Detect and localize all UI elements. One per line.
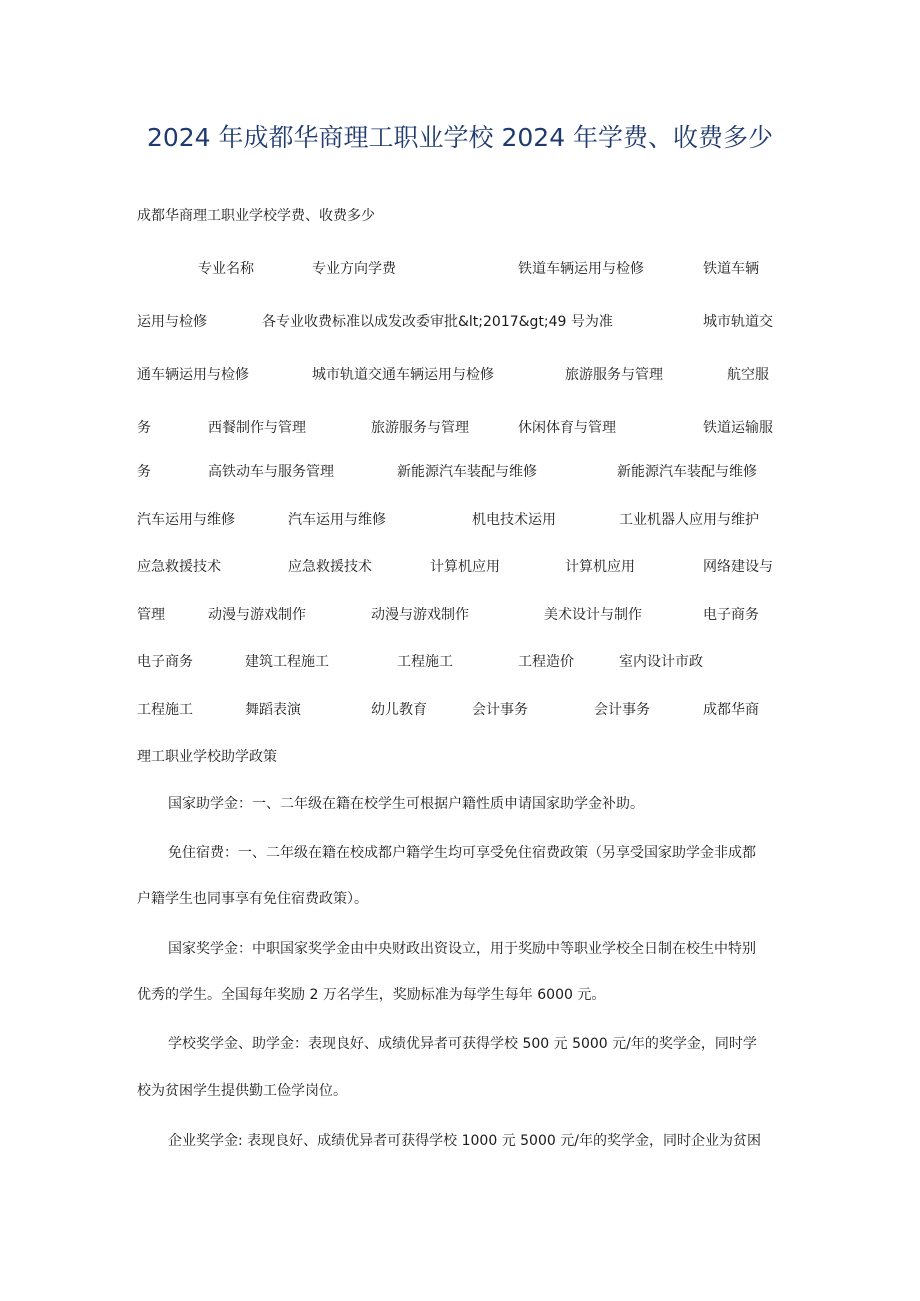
table-row	[0, 556, 920, 578]
table-cell: 工程施工	[397, 654, 453, 670]
table-row	[0, 604, 920, 626]
paragraph-line: 国家奖学金：中职国家奖学金由中央财政出资设立，用于奖励中等职业学校全日制在校生中特别	[168, 941, 756, 957]
table-cell: 运用与检修	[137, 314, 207, 330]
table-row	[0, 461, 920, 483]
table-cell: 汽车运用与维修	[137, 512, 235, 528]
table-row	[0, 699, 920, 721]
paragraph-line: 免住宿费：一、二年级在籍在校成都户籍学生均可享受免住宿费政策（另享受国家助学金非成都	[168, 845, 756, 861]
table-cell: 会计事务	[472, 702, 528, 718]
table-cell: 动漫与游戏制作	[208, 607, 306, 623]
table-cell: 网络建设与	[703, 559, 773, 575]
table-cell: 旅游服务与管理	[371, 420, 469, 436]
table-cell: 新能源汽车装配与维修	[397, 464, 537, 480]
table-cell: 美术设计与制作	[544, 607, 642, 623]
table-row	[0, 651, 920, 673]
table-row	[0, 417, 920, 439]
table-cell: 通车辆运用与检修	[137, 367, 249, 383]
paragraph-line: 学校奖学金、助学金：表现良好、成绩优异者可获得学校 500 元 5000 元/年的奖学金，同时学	[168, 1036, 757, 1052]
table-cell: 汽车运用与维修	[288, 512, 386, 528]
table-cell: 务	[137, 420, 151, 436]
paragraph-line: 校为贫困学生提供勤工俭学岗位。	[137, 1083, 347, 1099]
table-cell: 幼儿教育	[371, 702, 427, 718]
table-cell: 城市轨道交通车辆运用与检修	[312, 367, 494, 383]
table-cell: 建筑工程施工	[245, 654, 329, 670]
table-row	[0, 258, 920, 280]
table-cell: 工业机器人应用与维护	[619, 512, 759, 528]
table-cell: 计算机应用	[430, 559, 500, 575]
table-cell: 应急救援技术	[288, 559, 372, 575]
table-cell: 铁道运输服	[703, 420, 773, 436]
document-title: 2024 年成都华商理工职业学校 2024 年学费、收费多少	[146, 123, 774, 152]
table-cell: 务	[137, 464, 151, 480]
table-cell: 专业名称	[198, 261, 254, 277]
table-cell: 电子商务	[703, 607, 759, 623]
table-row	[0, 509, 920, 531]
table-cell: 电子商务	[137, 654, 193, 670]
table-cell: 室内设计市政	[619, 654, 703, 670]
table-cell: 旅游服务与管理	[565, 367, 663, 383]
table-cell: 成都华商	[703, 702, 759, 718]
table-cell: 专业方向学费	[312, 261, 396, 277]
table-cell: 铁道车辆	[703, 261, 759, 277]
table-cell: 新能源汽车装配与维修	[617, 464, 757, 480]
table-cell: 计算机应用	[565, 559, 635, 575]
table-cell: 工程造价	[518, 654, 574, 670]
table-cell: 工程施工	[137, 702, 193, 718]
table-cell: 各专业收费标准以成发改委审批&lt;2017&gt;49 号为准	[262, 314, 613, 330]
table-cell: 铁道车辆运用与检修	[518, 261, 644, 277]
table-cell: 机电技术运用	[472, 512, 556, 528]
table-cell: 动漫与游戏制作	[371, 607, 469, 623]
paragraph-line: 户籍学生也同事享有免住宿费政策）。	[137, 891, 368, 907]
table-cell: 高铁动车与服务管理	[208, 464, 334, 480]
table-cell: 西餐制作与管理	[208, 420, 306, 436]
policy-heading: 理工职业学校助学政策	[137, 749, 277, 765]
section-subtitle: 成都华商理工职业学校学费、收费多少	[137, 208, 375, 224]
paragraph-line: 优秀的学生。全国每年奖励 2 万名学生，奖励标准为每学生每年 6000 元。	[137, 987, 606, 1003]
table-cell: 休闲体育与管理	[518, 420, 616, 436]
table-cell: 城市轨道交	[703, 314, 773, 330]
table-row	[0, 364, 920, 386]
table-cell: 舞蹈表演	[245, 702, 301, 718]
table-cell: 应急救援技术	[137, 559, 221, 575]
table-row	[0, 311, 920, 333]
table-cell: 航空服	[727, 367, 769, 383]
table-cell: 管理	[137, 607, 165, 623]
paragraph-line: 国家助学金：一、二年级在籍在校学生可根据户籍性质申请国家助学金补助。	[168, 796, 644, 812]
table-cell: 会计事务	[594, 702, 650, 718]
paragraph-line: 企业奖学金: 表现良好、成绩优异者可获得学校 1000 元 5000 元/年的奖学金，同时企业为贫困	[168, 1133, 761, 1149]
